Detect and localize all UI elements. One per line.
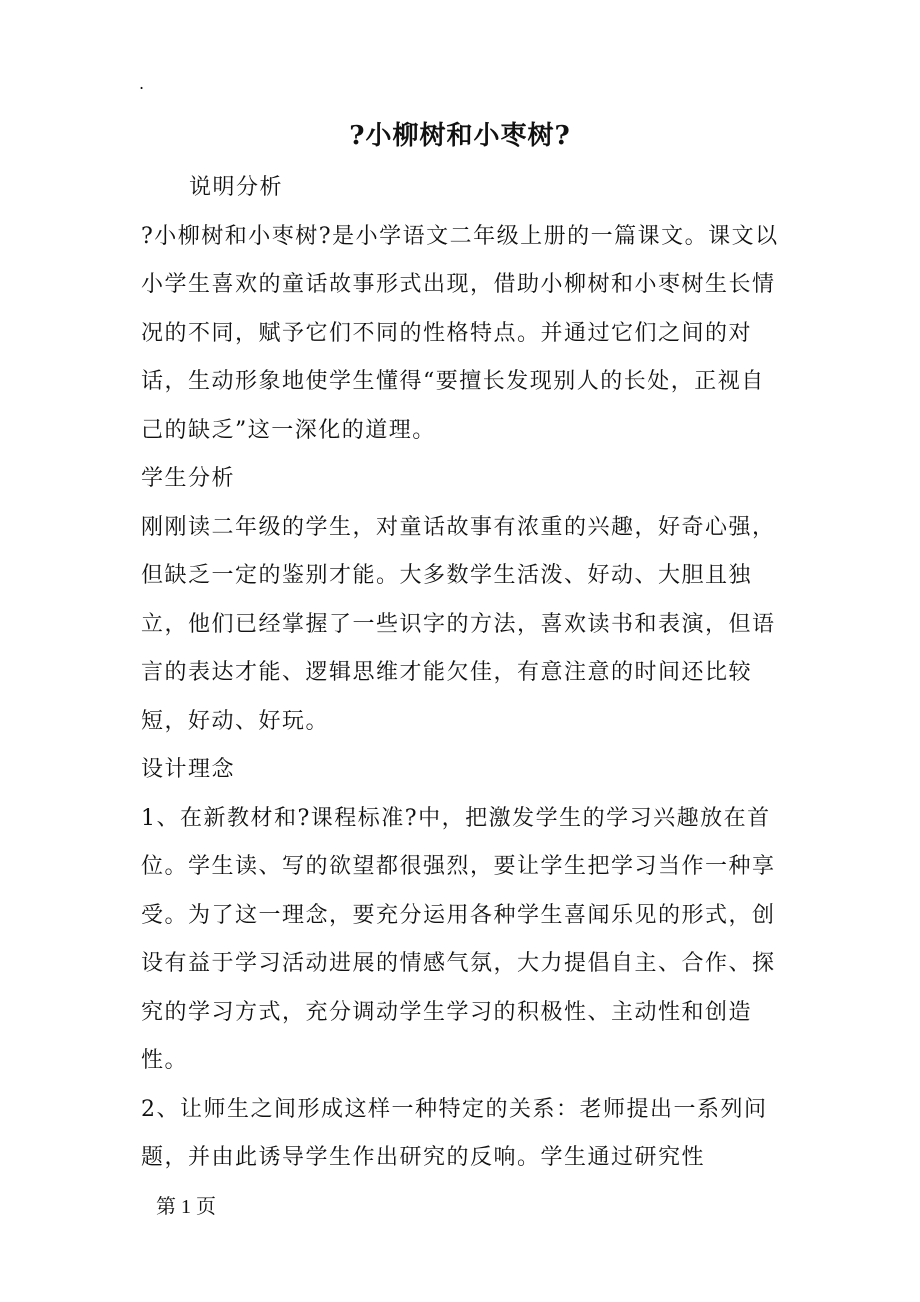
section-heading-students: 学生分析 bbox=[141, 466, 236, 491]
section-paragraph-explanation: ?小柳树和小枣树?是小学语文二年级上册的一篇课文。课文以小学生喜欢的童话故事形式出现，借助小柳树和小枣树生长情况的不同，赋予它们不同的性格特点。并通过它们之间的对话，生动形象地使学生懂得“要擅长发现别人的长处，正视自己的缺乏”这一深化的道理。 bbox=[141, 223, 779, 443]
section-heading-design: 设计理念 bbox=[141, 757, 236, 782]
header-dot: . bbox=[139, 74, 145, 93]
section-paragraph-students: 刚刚读二年级的学生，对童话故事有浓重的兴趣，好奇心强，但缺乏一定的鉴别才能。大多数学生活泼、好动、大胆且独立，他们已经掌握了一些识字的方法，喜欢读书和表演，但语言的表达才能、逻辑思维才能欠佳，有意注意的时间还比较短，好动、好玩。 bbox=[141, 514, 776, 734]
document-title: ?小柳树和小枣树? bbox=[349, 121, 571, 151]
page-number: 第 1 页 bbox=[156, 1196, 216, 1218]
section-heading-explanation: 说明分析 bbox=[189, 175, 284, 200]
document-body bbox=[141, 164, 781, 1183]
design-item-2: 2、让师生之间形成这样一种特定的关系：老师提出一系列问题，并由此诱导学生作出研究的反响。学生通过研究性 bbox=[141, 1096, 768, 1170]
design-item-1: 1、在新教材和?课程标准?中，把激发学生的学习兴趣放在首位。学生读、写的欲望都很强烈，要让学生把学习当作一种享受。为了这一理念，要充分运用各种学生喜闻乐见的形式，创设有益于学习活动进展的情感气氛，大力提倡自主、合作、探究的学习方式，充分调动学生学习的积极性、主动性和创造性。 bbox=[141, 805, 776, 1073]
